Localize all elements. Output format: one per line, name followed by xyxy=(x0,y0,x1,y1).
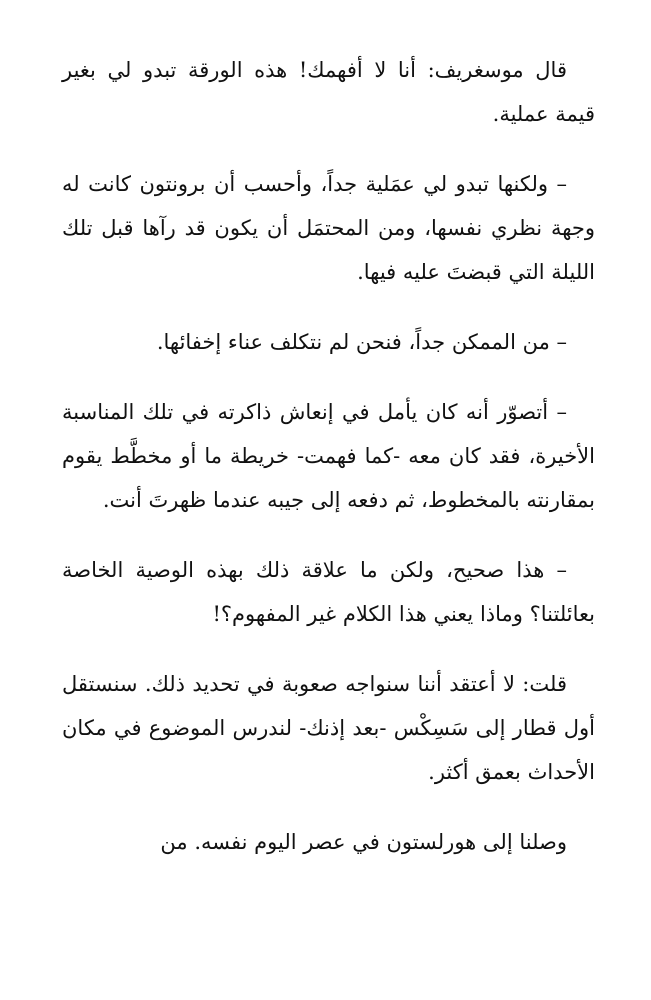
paragraph-6: قلت: لا أعتقد أننا سنواجه صعوبة في تحديد ذلك. سنستقل أول قطار إلى سَسِكْس -بعد إذنك- لندرس الموضوع في مكان الأحداث بعمق أكثر. xyxy=(62,672,595,784)
paragraph-4: – أتصوّر أنه كان يأمل في إنعاش ذاكرته في تلك المناسبة الأخيرة، فقد كان معه -كما فهمت- خريطة ما أو مخطَّط يقوم بمقارنته بالمخطوط، ثم دفعه إلى جيبه عندما ظهرتَ أنت. xyxy=(62,400,595,512)
paragraph-2: – ولكنها تبدو لي عمَلية جداً، وأحسب أن برونتون كانت له وجهة نظري نفسها، ومن المحتمَل أن يكون قد رآها قبل تلك الليلة التي قبضتَ عليه فيها. xyxy=(62,172,595,284)
paragraph-3: – من الممكن جداً، فنحن لم نتكلف عناء إخفائها. xyxy=(156,330,567,354)
page-text xyxy=(62,48,595,890)
paragraph-1: قال موسغريف: أنا لا أفهمك! هذه الورقة تبدو لي بغير قيمة عملية. xyxy=(62,58,595,126)
paragraph-5: – هذا صحيح، ولكن ما علاقة ذلك بهذه الوصية الخاصة بعائلتنا؟ وماذا يعني هذا الكلام غير المفهوم؟! xyxy=(62,558,595,626)
paragraph-7: وصلنا إلى هورلستون في عصر اليوم نفسه. من xyxy=(160,830,567,854)
